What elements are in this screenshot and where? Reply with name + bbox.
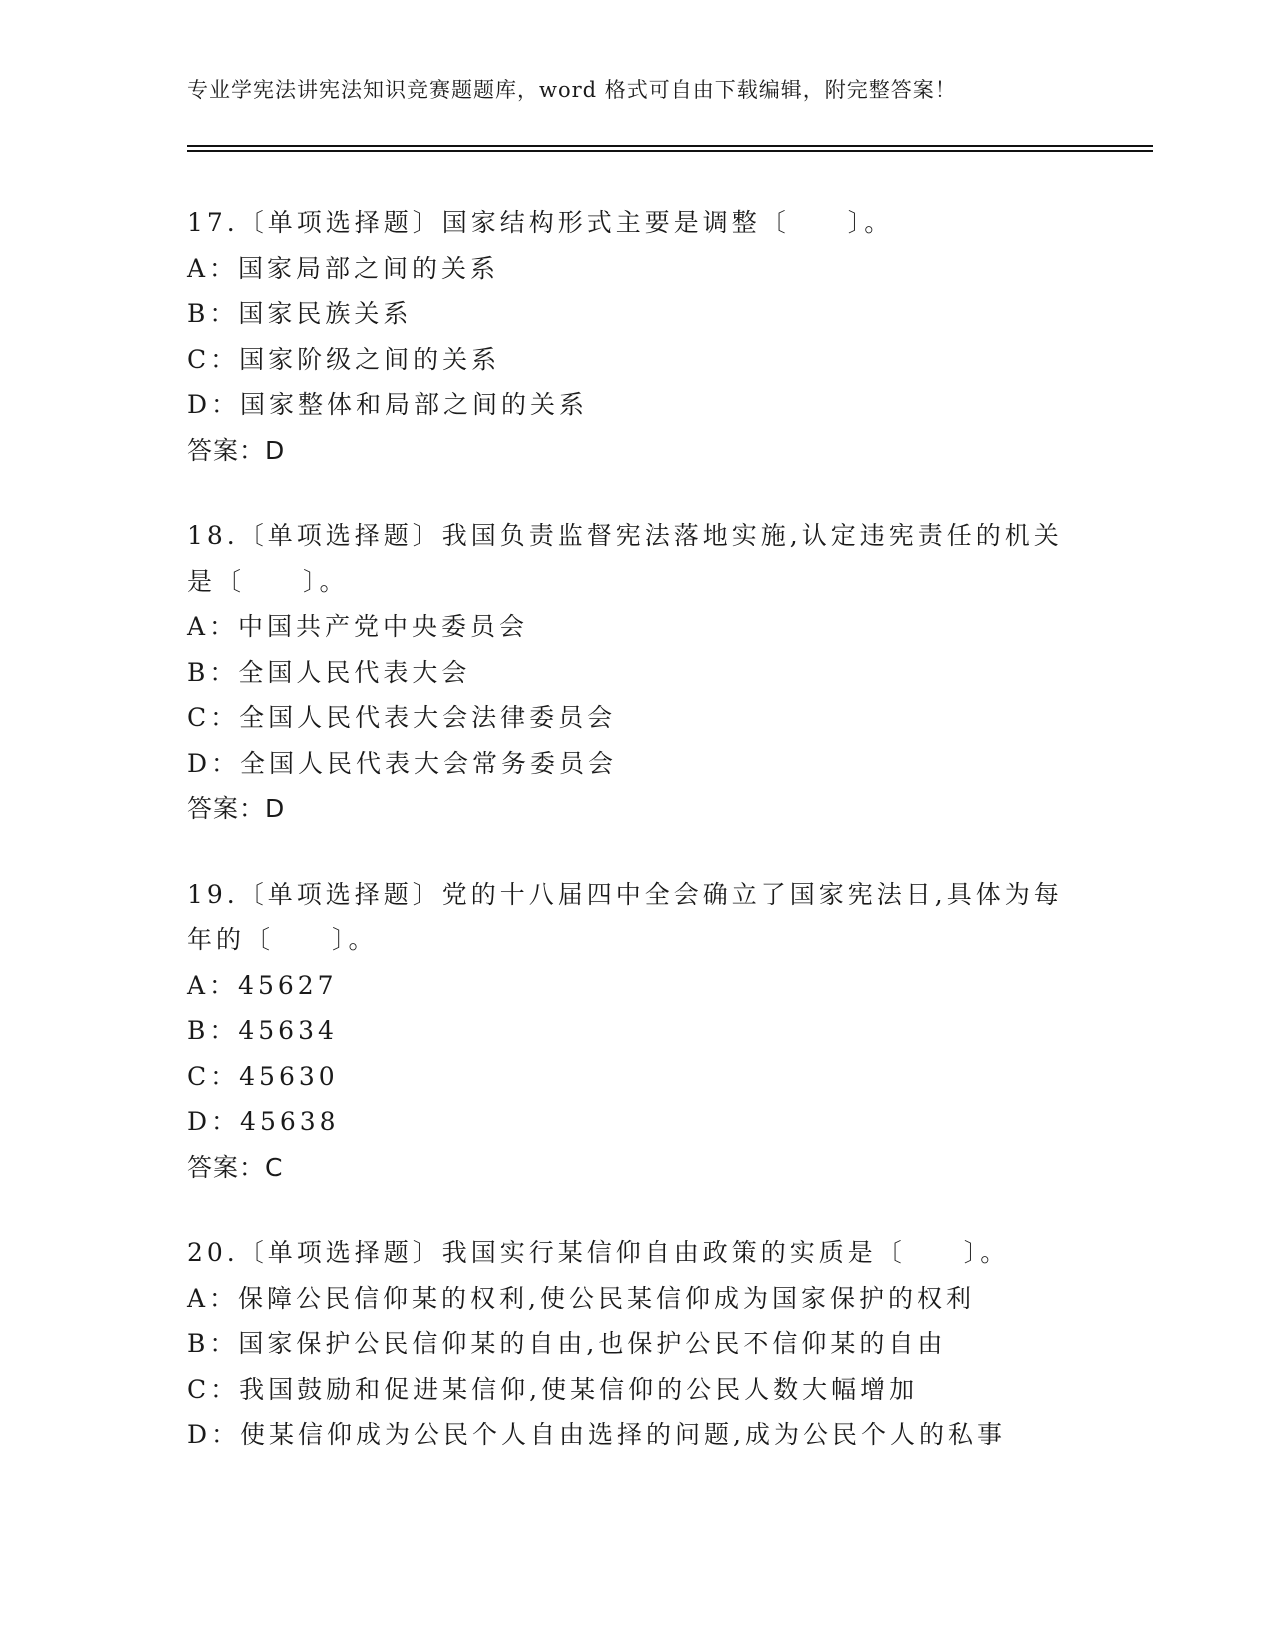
option-b: B：国家民族关系 (187, 299, 413, 328)
option-a: A：45627 (187, 970, 338, 1000)
option-c: C：45630 (187, 1061, 339, 1091)
question-stem: 19.〔单项选择题〕党的十八届四中全会确立了国家宪法日,具体为每 (187, 879, 1063, 909)
answer: 答案：D (187, 794, 286, 823)
option-d: D：全国人民代表大会常务委员会 (187, 748, 618, 778)
question-19 (187, 872, 1077, 1191)
question-20 (187, 1230, 1077, 1458)
question-stem-continued: 是〔 〕。 (187, 566, 349, 596)
option-c: C：全国人民代表大会法律委员会 (187, 703, 617, 732)
option-b: B：全国人民代表大会 (187, 657, 471, 687)
option-c: C：国家阶级之间的关系 (187, 344, 501, 374)
option-a: A：保障公民信仰某的权利,使公民某信仰成为国家保护的权利 (187, 1283, 976, 1313)
option-c: C：我国鼓励和促进某信仰,使某信仰的公民人数大幅增加 (187, 1374, 919, 1404)
header-divider (187, 145, 1153, 147)
option-d: D：使某信仰成为公民个人自由选择的问题,成为公民个人的私事 (187, 1420, 1006, 1449)
answer: 答案：C (187, 1152, 284, 1182)
answer: 答案：D (187, 435, 286, 465)
header-divider-secondary (187, 150, 1153, 152)
question-list (187, 200, 1077, 1498)
question-17 (187, 200, 1077, 473)
option-b: B：国家保护公民信仰某的自由,也保护公民不信仰某的自由 (187, 1329, 947, 1358)
option-d: D：45638 (187, 1107, 340, 1136)
question-stem: 18.〔单项选择题〕我国负责监督宪法落地实施,认定违宪责任的机关 (187, 521, 1063, 550)
option-d: D：国家整体和局部之间的关系 (187, 390, 589, 419)
option-b: B：45634 (187, 1016, 338, 1045)
question-stem: 20.〔单项选择题〕我国实行某信仰自由政策的实质是〔 〕。 (187, 1238, 1010, 1267)
question-stem-continued: 年的〔 〕。 (187, 925, 378, 954)
page-header: 专业学宪法讲宪法知识竞赛题题库，word 格式可自由下载编辑，附完整答案！ (187, 78, 957, 102)
question-18 (187, 513, 1077, 832)
option-a: A：国家局部之间的关系 (187, 253, 500, 283)
question-stem: 17.〔单项选择题〕国家结构形式主要是调整〔 〕。 (187, 208, 894, 237)
option-a: A：中国共产党中央委员会 (187, 612, 529, 641)
